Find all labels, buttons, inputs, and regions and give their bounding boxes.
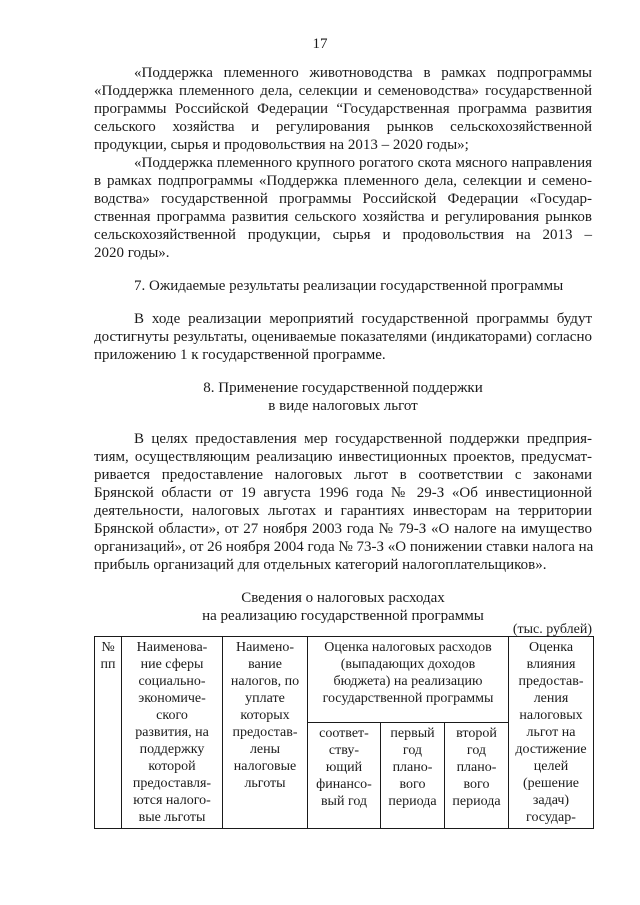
section-7-heading: 7. Ожидаемые результаты реализации государственной программы: [134, 278, 564, 294]
paragraph-breeding-livestock: «Поддержка племенного животноводства в рамках подпрограммы «Поддержка племенного дела, селекции и семеноводства» государственной программы Российской Федерации “Государственная программа развития сельского хозяйства и регулирования рынков сельскохозяйственной продукции, сырья и продовольствия на 2013 – 2020 годы»;: [94, 65, 592, 153]
tax-expenditure-table: [94, 636, 594, 829]
subheader-current-year: соответ- ству- ющий финансо- вый год: [308, 722, 381, 828]
table-header-row: [95, 637, 594, 723]
section-8-paragraph: В целях предоставления мер государственной поддержки предприя- тиям, осуществляющим реализацию инвестиционных проектов, предусмат- ривается предоставление налоговых льгот в соответствии с законами Брянской области от 19 августа 1996 года № 29-З «Об инвестиционной деятельности, налоговых льготах и гарантиях инвесторам на территории Брянской области», от 27 ноября 2003 года № 79-З «О налоге на имущество организаций», от 26 ноября 2004 года № 73-З «О понижении ставки налога на прибыль организаций для отдельных категорий налогоплательщиков».: [94, 431, 594, 573]
subheader-first-plan-year: первый год плано- вого периода: [381, 722, 445, 828]
table-unit-label: (тыс. рублей): [512, 622, 592, 637]
paragraph-beef-cattle: «Поддержка племенного крупного рогатого скота мясного направления в рамках подпрограммы «Поддержка племенного дела, селекции и семено- водства» государственной программы Российской Федерации «Государ- ственная программа развития сельского хозяйства и регулирования рынков сельскохозяйственной продукции, сырья и продовольствия на 2013 – 2020 годы».: [94, 155, 592, 261]
header-sphere: Наименова- ние сферы социально- экономиче- ского развития, на поддержку которой предоставля- ются налого- вые льготы: [122, 637, 223, 829]
header-number: № пп: [95, 637, 122, 829]
header-impact: Оценка влияния предостав- ления налоговых льгот на достижение целей (решение задач) государ-: [509, 637, 594, 829]
document-body: [94, 64, 592, 625]
section-8-heading: 8. Применение государственной поддержки в виде налоговых льгот: [203, 380, 483, 414]
page-number: 17: [312, 36, 328, 52]
header-estimate: Оценка налоговых расходов (выпадающих доходов бюджета) на реализацию государственной программы: [308, 637, 509, 723]
header-taxes: Наимено- вание налогов, по уплате которых предостав- лены налоговые льготы: [223, 637, 308, 829]
table-caption: Сведения о налоговых расходах на реализацию государственной программы: [202, 590, 484, 624]
subheader-second-plan-year: второй год плано- вого периода: [444, 722, 508, 828]
section-7-paragraph: В ходе реализации мероприятий государственной программы будут достигнуты результаты, оцениваемые показателями (индикаторами) согласно приложению 1 к государственной программе.: [94, 311, 592, 363]
